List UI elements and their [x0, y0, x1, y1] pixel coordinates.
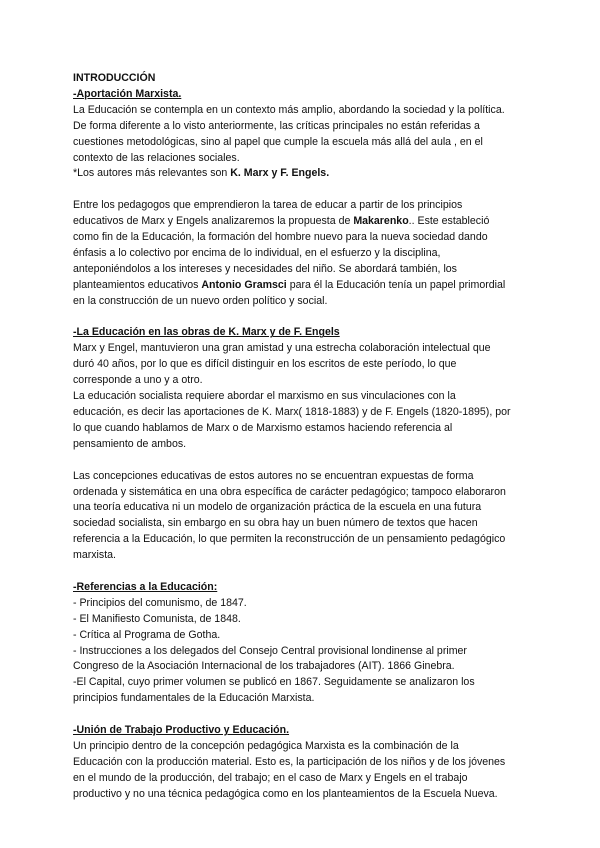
paragraph-line: Educación con la producción material. Esto es, la participación de los niños y de los jóvenes [73, 755, 506, 768]
gramsci-name: Antonio Gramsci [201, 278, 287, 291]
paragraph-line: marxista. [73, 549, 116, 562]
section-heading-referencias: -Referencias a la Educación: [73, 580, 218, 593]
paragraph-line: anteponiéndolos a los intereses y necesidades del niño. Se abordará también, los [73, 262, 457, 275]
paragraph-line: Entre los pedagogos que emprendieron la tarea de educar a partir de los principios [73, 199, 463, 212]
paragraph-line: La educación socialista requiere abordar el marxismo en sus vinculaciones con la [73, 390, 456, 403]
paragraph-line: De forma diferente a lo visto anteriormente, las críticas principales no están referidas a [73, 119, 480, 132]
paragraph-gap [73, 453, 542, 469]
reference-item: -El Capital, cuyo primer volumen se publicó en 1867. Seguidamente se analizaron los [73, 676, 475, 689]
section-heading-union: -Unión de Trabajo Productivo y Educación. [73, 724, 290, 737]
makarenko-name: Makarenko [353, 215, 409, 228]
authors-line [73, 166, 542, 182]
paragraph-line: educación, es decir las aportaciones de K. Marx( 1818-1883) y de F. Engels (1820-1895), por [73, 406, 511, 418]
paragraph-line: Un principio dentro de la concepción pedagógica Marxista es la combinación de la [73, 739, 459, 752]
paragraph-gap [73, 564, 542, 580]
paragraph-line: en la construcción de un nuevo orden político y social. [73, 294, 328, 307]
paragraph-line: una teoría educativa ni un modelo de organización práctica de la escuela en una futura [73, 501, 482, 514]
paragraph-line [73, 278, 542, 294]
paragraph-line: Marx y Engel, mantuvieron una gran amistad y una estrecha colaboración intelectual que [73, 342, 491, 355]
paragraph-line: sociedad socialista, sin embargo en su obra hay un buen número de textos que hacen [73, 517, 478, 530]
reference-item: - Principios del comunismo, de 1847. [73, 596, 247, 609]
paragraph-gap [73, 182, 542, 198]
reference-item: Congreso de la Asociación Internacional de los trabajadores (AIT). 1866 Ginebra. [73, 660, 455, 673]
paragraph-line: lo que cuando hablamos de Marx o de Marxismo estamos haciendo referencia al [73, 421, 453, 434]
reference-item: - Instrucciones a los delegados del Consejo Central provisional londinense al primer [73, 644, 467, 657]
paragraph-line: referencia a la Educación, lo que permiten la reconstrucción de un pensamiento pedagógico [73, 533, 506, 546]
paragraph-line: ordenada y sistemática en una obra específica de carácter pedagógico; tampoco elaboraron [73, 485, 506, 498]
text-run: .. Este estableció [408, 215, 490, 228]
paragraph-line: duró 40 años, por lo que es difícil distinguir en los escritos de este período, lo que [73, 358, 457, 371]
paragraph-line: pensamiento de ambos. [73, 437, 187, 450]
section-heading-aportacion: -Aportación Marxista. [73, 87, 182, 100]
paragraph-line: productivo y no una técnica pedagógica como en los planteamientos de la Escuela Nueva. [73, 787, 498, 800]
paragraph-gap [73, 310, 542, 326]
text-run: educativos de Marx y Engels analizaremos la propuesta de [73, 215, 354, 228]
paragraph-line: contexto de las relaciones sociales. [73, 151, 240, 164]
reference-item: principios fundamentales de la Educación Marxista. [73, 692, 315, 705]
paragraph-line: énfasis a lo colectivo por encima de lo individual, en el esfuerzo y la disciplina, [73, 246, 441, 259]
intro-title: INTRODUCCIÓN [73, 72, 156, 84]
paragraph-line: La Educación se contempla en un contexto más amplio, abordando la sociedad y la política. [73, 103, 505, 116]
reference-item: - El Manifiesto Comunista, de 1848. [73, 612, 241, 625]
text-run: planteamientos educativos [73, 278, 202, 291]
paragraph-line: cuestiones metodológicas, sino al papel que cumple la escuela más allá del aula , en el [73, 135, 483, 148]
authors-prefix: *Los autores más relevantes son [73, 167, 231, 180]
text-run: para él la Educación tenía un papel primordial [286, 278, 506, 291]
reference-item: - Crítica al Programa de Gotha. [73, 628, 221, 641]
authors-names: K. Marx y F. Engels. [230, 167, 330, 180]
paragraph-line: en el mundo de la producción, del trabajo; en el caso de Marx y Engels en el trabajo [73, 771, 468, 784]
paragraph-line: corresponde a uno y a otro. [73, 374, 203, 387]
paragraph-line: Las concepciones educativas de estos autores no se encuentran expuestas de forma [73, 469, 474, 482]
paragraph-gap [73, 707, 542, 723]
paragraph-line: como fin de la Educación, la formación del hombre nuevo para la nueva sociedad dando [73, 231, 488, 244]
paragraph-line [73, 214, 542, 230]
section-heading-obras: -La Educación en las obras de K. Marx y de F. Engels [73, 326, 340, 339]
